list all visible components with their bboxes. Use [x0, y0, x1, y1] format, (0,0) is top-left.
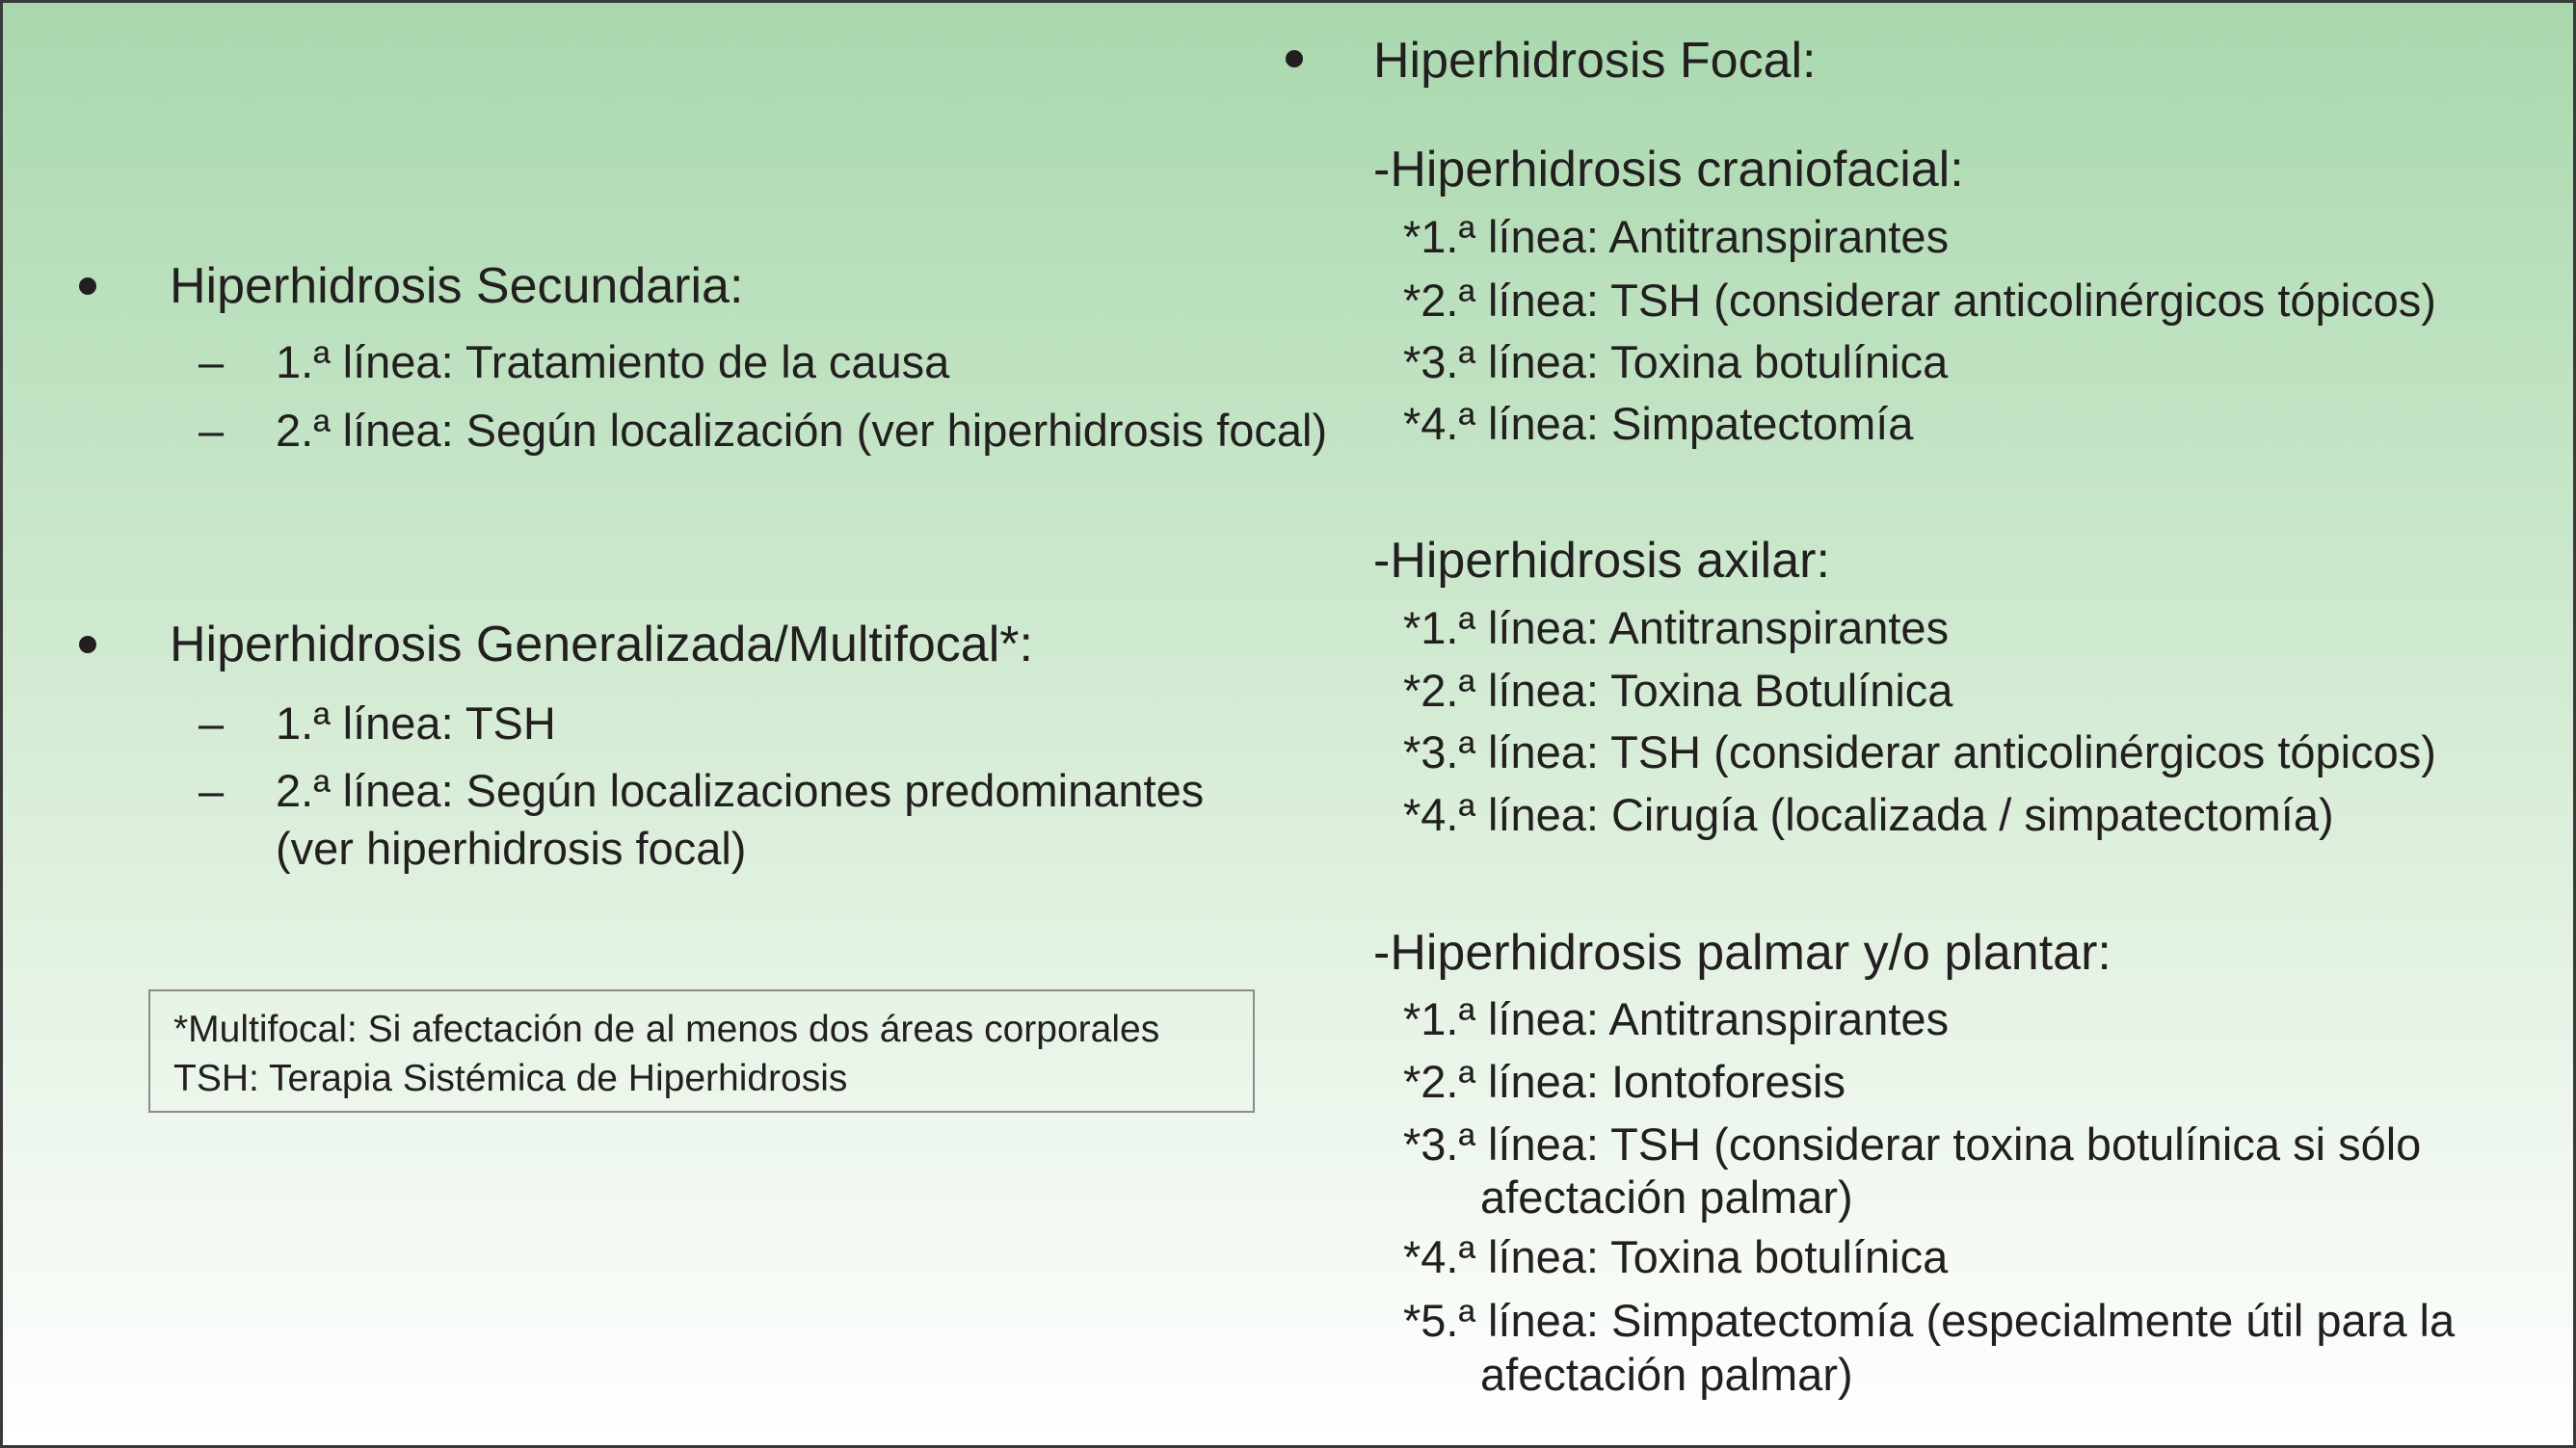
dash-icon: – [199, 336, 225, 387]
axilar-item: *3.ª línea: TSH (considerar anticolinérgicos tópicos) [1403, 726, 2436, 777]
bullet-icon [1286, 50, 1303, 67]
dash-icon: – [199, 698, 225, 749]
axilar-item: *2.ª línea: Toxina Botulínica [1403, 665, 1953, 716]
craneofacial-item: *2.ª línea: TSH (considerar anticolinérgicos tópicos) [1403, 275, 2436, 326]
axilar-item: *4.ª línea: Cirugía (localizada / simpatectomía) [1403, 789, 2334, 840]
secundaria-title: Hiperhidrosis Secundaria: [170, 258, 744, 314]
axilar-heading: -Hiperhidrosis axilar: [1373, 533, 1830, 589]
generalizada-item-2-cont: (ver hiperhidrosis focal) [276, 823, 747, 874]
craneofacial-item: *1.ª línea: Antitranspirantes [1403, 211, 1950, 262]
palmar-item-cont: afectación palmar) [1480, 1172, 1853, 1223]
craneofacial-heading: -Hiperhidrosis craniofacial: [1373, 142, 1964, 197]
palmar-item-cont: afectación palmar) [1480, 1349, 1853, 1400]
palmar-item: *3.ª línea: TSH (considerar toxina botulínica si sólo [1403, 1119, 2422, 1170]
palmar-item: *4.ª línea: Toxina botulínica [1403, 1231, 1949, 1282]
footnote-box [148, 989, 1255, 1113]
bullet-icon [79, 636, 96, 653]
axilar-item: *1.ª línea: Antitranspirantes [1403, 602, 1950, 653]
palmar-heading: -Hiperhidrosis palmar y/o plantar: [1373, 925, 2111, 981]
footnote-tsh: TSH: Terapia Sistémica de Hiperhidrosis [173, 1058, 848, 1099]
palmar-item: *2.ª línea: Iontoforesis [1403, 1056, 1846, 1107]
secundaria-item-1: 1.ª línea: Tratamiento de la causa [276, 336, 950, 387]
generalizada-title: Hiperhidrosis Generalizada/Multifocal*: [170, 617, 1033, 672]
craneofacial-item: *4.ª línea: Simpatectomía [1403, 398, 1914, 449]
footnote-multifocal: *Multifocal: Si afectación de al menos dos áreas corporales [173, 1009, 1160, 1050]
palmar-item: *5.ª línea: Simpatectomía (especialmente útil para la [1403, 1295, 2456, 1346]
palmar-item: *1.ª línea: Antitranspirantes [1403, 993, 1950, 1044]
generalizada-item-2: 2.ª línea: Según localizaciones predominantes [276, 765, 1205, 816]
craneofacial-item: *3.ª línea: Toxina botulínica [1403, 336, 1949, 387]
dash-icon: – [199, 765, 225, 816]
focal-title: Hiperhidrosis Focal: [1373, 33, 1817, 89]
bullet-icon [79, 277, 96, 295]
dash-icon: – [199, 405, 225, 456]
secundaria-item-2: 2.ª línea: Según localización (ver hiperhidrosis focal) [276, 405, 1328, 456]
generalizada-item-1: 1.ª línea: TSH [276, 698, 556, 749]
